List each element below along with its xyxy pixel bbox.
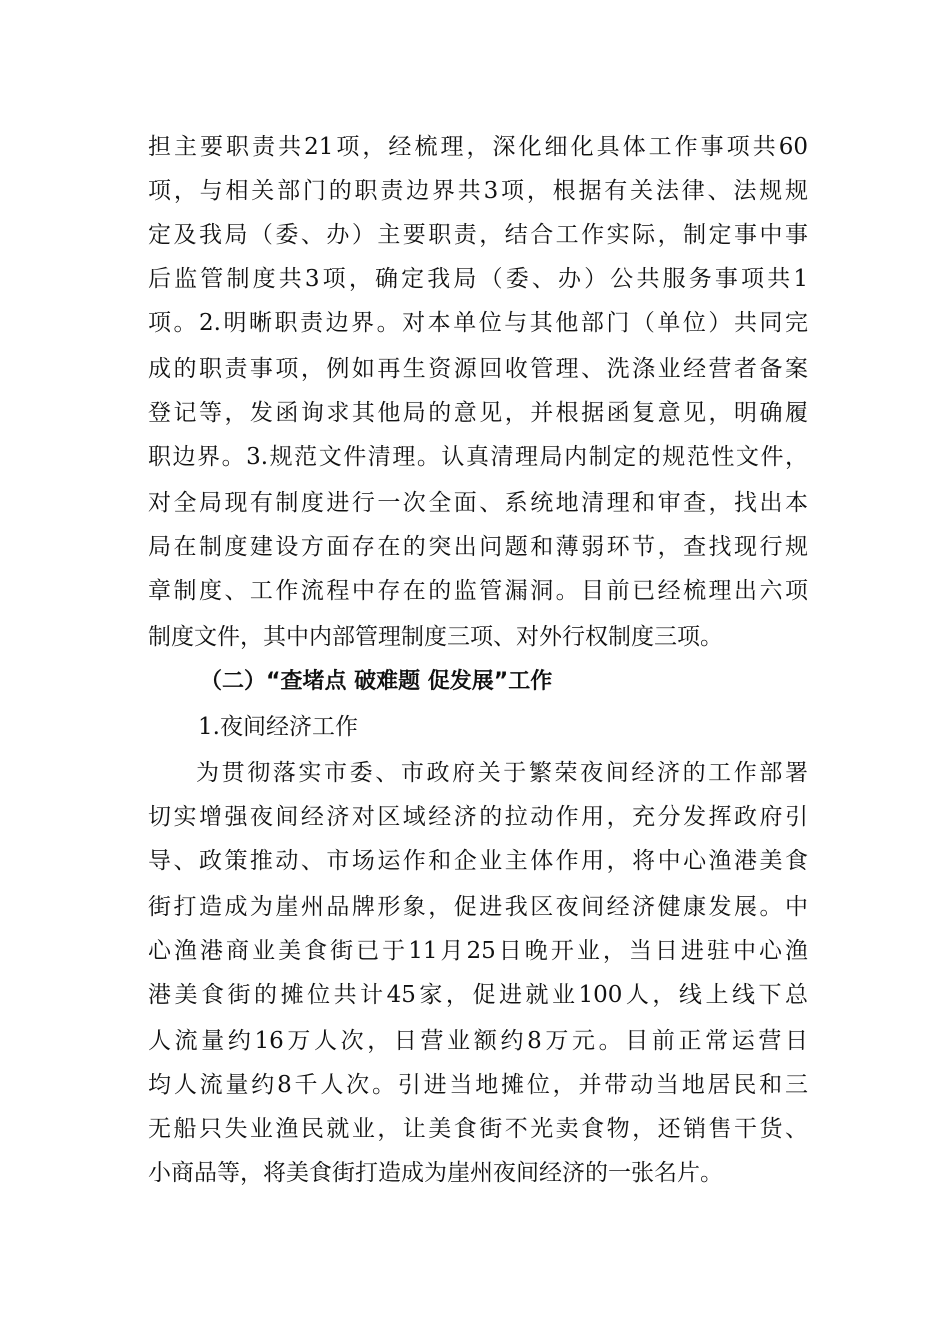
text-line: 成的职责事项，例如再生资源回收管理、洗涤业经营者备案 xyxy=(148,356,808,382)
text-line: 后监管制度共3项，确定我局（委、办）公共服务事项共1 xyxy=(148,266,808,292)
text-line: 为贯彻落实市委、市政府关于繁荣夜间经济的工作部署 xyxy=(196,760,808,786)
text-line: 章制度、工作流程中存在的监管漏洞。目前已经梳理出六项 xyxy=(148,578,808,604)
text-line: 街打造成为崖州品牌形象，促进我区夜间经济健康发展。中 xyxy=(148,894,808,920)
text-line: 港美食街的摊位共计45家，促进就业100人，线上线下总 xyxy=(148,982,808,1008)
text-line: 无船只失业渔民就业，让美食街不光卖食物，还销售干货、 xyxy=(148,1116,808,1142)
text-line: 项，与相关部门的职责边界共3项，根据有关法律、法规规 xyxy=(148,178,808,204)
text-line: 心渔港商业美食街已于11月25日晚开业，当日进驻中心渔 xyxy=(148,938,808,964)
text-line: 登记等，发函询求其他局的意见，并根据函复意见，明确履 xyxy=(148,400,808,426)
text-line: 小商品等，将美食街打造成为崖州夜间经济的一张名片。 xyxy=(148,1160,723,1186)
text-line: 人流量约16万人次，日营业额约8万元。目前正常运营日 xyxy=(148,1028,808,1054)
text-line: 职边界。3.规范文件清理。认真清理局内制定的规范性文件， xyxy=(148,444,808,470)
text-line: 定及我局（委、办）主要职责，结合工作实际，制定事中事 xyxy=(148,222,808,248)
text-line: 导、政策推动、市场运作和企业主体作用，将中心渔港美食 xyxy=(148,848,808,874)
text-line: 制度文件，其中内部管理制度三项、对外行权制度三项。 xyxy=(148,624,723,650)
section-heading: （二）“查堵点 破难题 促发展”工作 xyxy=(200,669,553,694)
text-line: 切实增强夜间经济对区域经济的拉动作用，充分发挥政府引 xyxy=(148,804,808,830)
text-line: 项。2.明晰职责边界。对本单位与其他部门（单位）共同完 xyxy=(148,310,808,336)
text-line: 均人流量约8千人次。引进当地摊位，并带动当地居民和三 xyxy=(148,1072,808,1098)
text-line: 对全局现有制度进行一次全面、系统地清理和审查，找出本 xyxy=(148,490,808,516)
text-line: 担主要职责共21项，经梳理，深化细化具体工作事项共60 xyxy=(148,134,808,160)
text-line: 局在制度建设方面存在的突出问题和薄弱环节，查找现行规 xyxy=(148,534,808,560)
subsection-heading: 1.夜间经济工作 xyxy=(198,714,358,740)
